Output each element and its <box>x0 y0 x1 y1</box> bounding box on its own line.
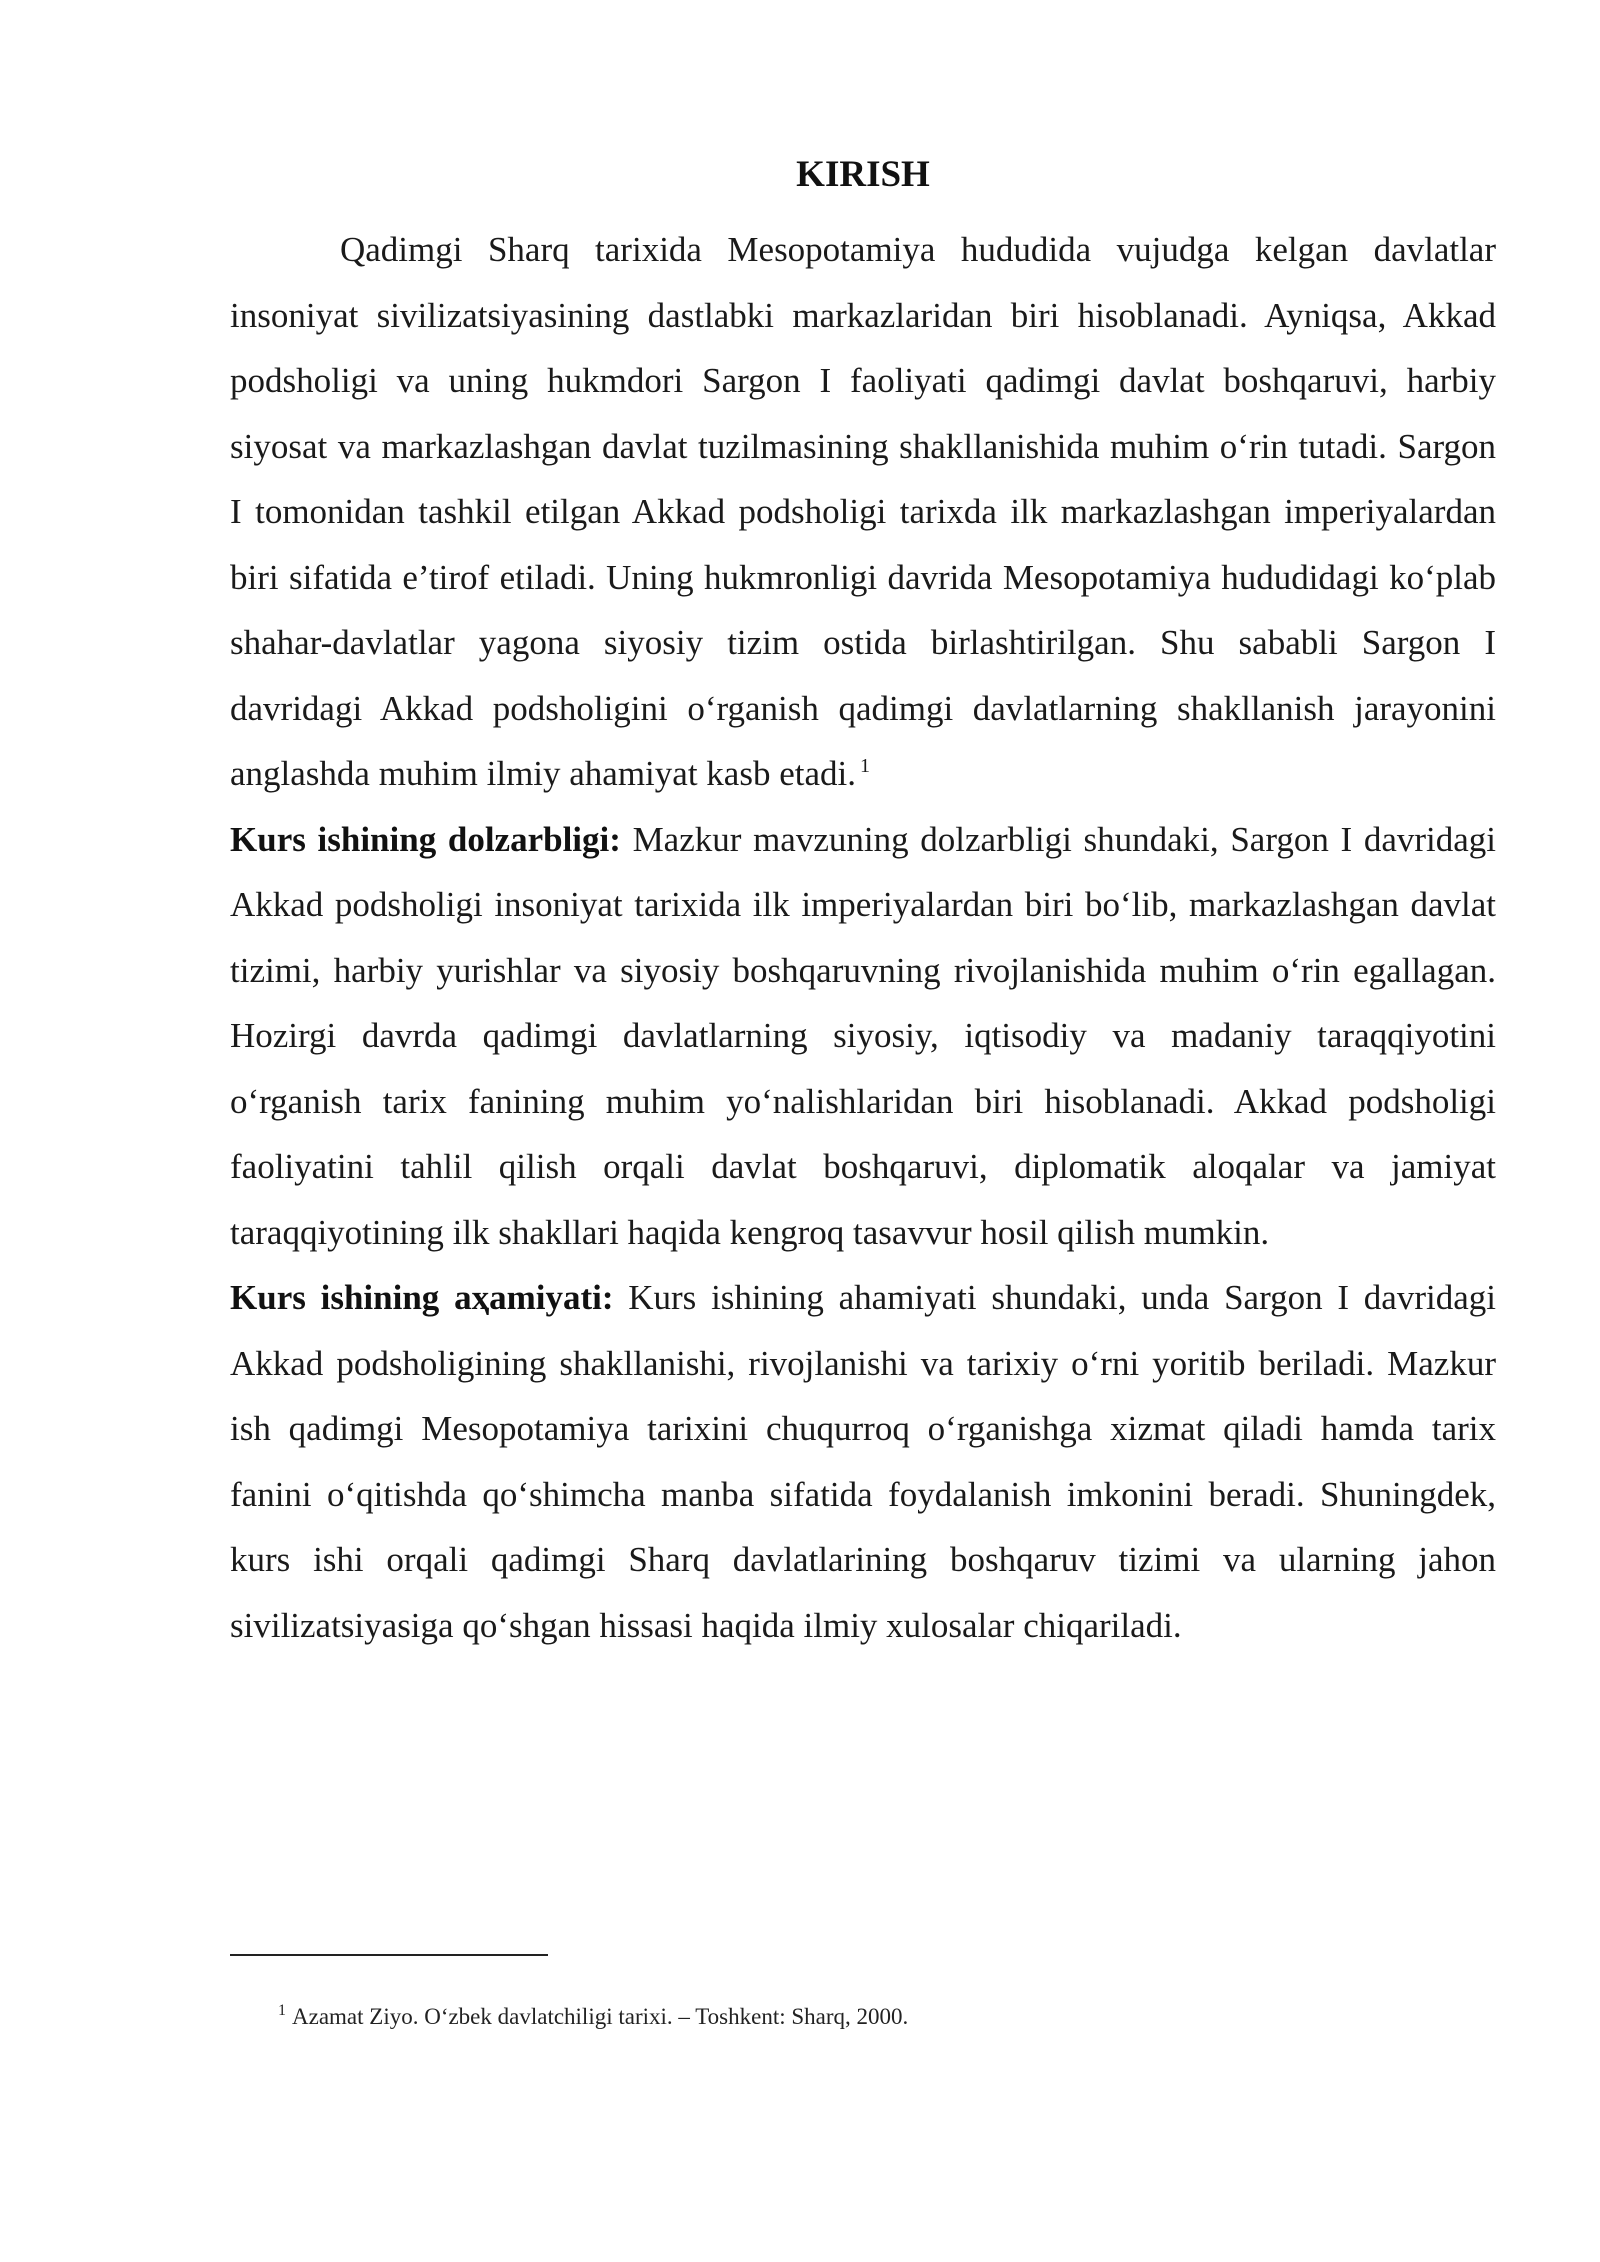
intro-paragraph <box>230 217 1496 807</box>
footnote-number: 1 <box>278 2002 286 2020</box>
section-title: KIRISH <box>796 154 930 195</box>
importance-paragraph <box>230 1265 1496 1658</box>
document-body <box>230 145 1496 1658</box>
footnote-separator <box>230 1954 548 1956</box>
importance-label: Kurs ishining aҳamiyati: <box>230 1278 614 1317</box>
relevance-text: Mazkur mavzuning dolzarbligi shundaki, Sargon I davridagi Akkad podsholigi insoniyat tarixida ilk imperiyalardan biri bo‘lib, markazlashgan davlat tizimi, harbiy yurishlar va siyosiy boshqaruvning rivojlanishida muhim o‘rin egallagan. Hozirgi davrda qadimgi davlatlarning siyosiy, iqtisodiy va madaniy taraqqiyotini o‘rganish tarix fanining muhim yo‘nalishlaridan biri hisoblanadi. Akkad podsholigi faoliyatini tahlil qilish orqali davlat boshqaruvi, diplomatik aloqalar va jamiyat taraqqiyotining ilk shakllari haqida kengroq tasavvur hosil qilish mumkin. <box>230 819 1496 1252</box>
footnote-text: Azamat Ziyo. O‘zbek davlatchiligi tarixi. – Toshkent: Sharq, 2000. <box>292 2004 909 2029</box>
footnote <box>278 2002 908 2032</box>
relevance-paragraph <box>230 807 1496 1266</box>
intro-text: Qadimgi Sharq tarixida Mesopotamiya hududida vujudga kelgan davlatlar insoniyat sivilizatsiyasining dastlabki markazlaridan biri hisoblanadi. Ayniqsa, Akkad podsholigi va uning hukmdori Sargon I faoliyati qadimgi davlat boshqaruvi, harbiy siyosat va markazlashgan davlat tuzilmasining shakllanishida muhim o‘rin tutadi. Sargon I tomonidan tashkil etilgan Akkad podsholigi tarixda ilk markazlashgan imperiyalardan biri sifatida e’tirof etiladi. Uning hukmronligi davrida Mesopotamiya hududidagi ko‘plab shahar-davlatlar yagona siyosiy tizim ostida birlashtirilgan. Shu sababli Sargon I davridagi Akkad podsholigini o‘rganish qadimgi davlatlarning shakllanish jarayonini anglashda muhim ilmiy ahamiyat kasb etadi. <box>230 230 1496 793</box>
relevance-label: Kurs ishining dolzarbligi: <box>230 819 621 859</box>
importance-text: Kurs ishining ahamiyati shundaki, unda Sargon I davridagi Akkad podsholigining shakllanishi, rivojlanishi va tarixiy o‘rni yoritib beriladi. Mazkur ish qadimgi Mesopotamiya tarixini chuqurroq o‘rganishga xizmat qiladi hamda tarix fanini o‘qitishda qo‘shimcha manba sifatida foydalanish imkonini beradi. Shuningdek, kurs ishi orqali qadimgi Sharq davlatlarining boshqaruv tizimi va ularning jahon sivilizatsiyasiga qo‘shgan hissasi haqida ilmiy xulosalar chiqariladi. <box>230 1278 1496 1645</box>
footnote-reference[interactable]: 1 <box>859 755 870 778</box>
